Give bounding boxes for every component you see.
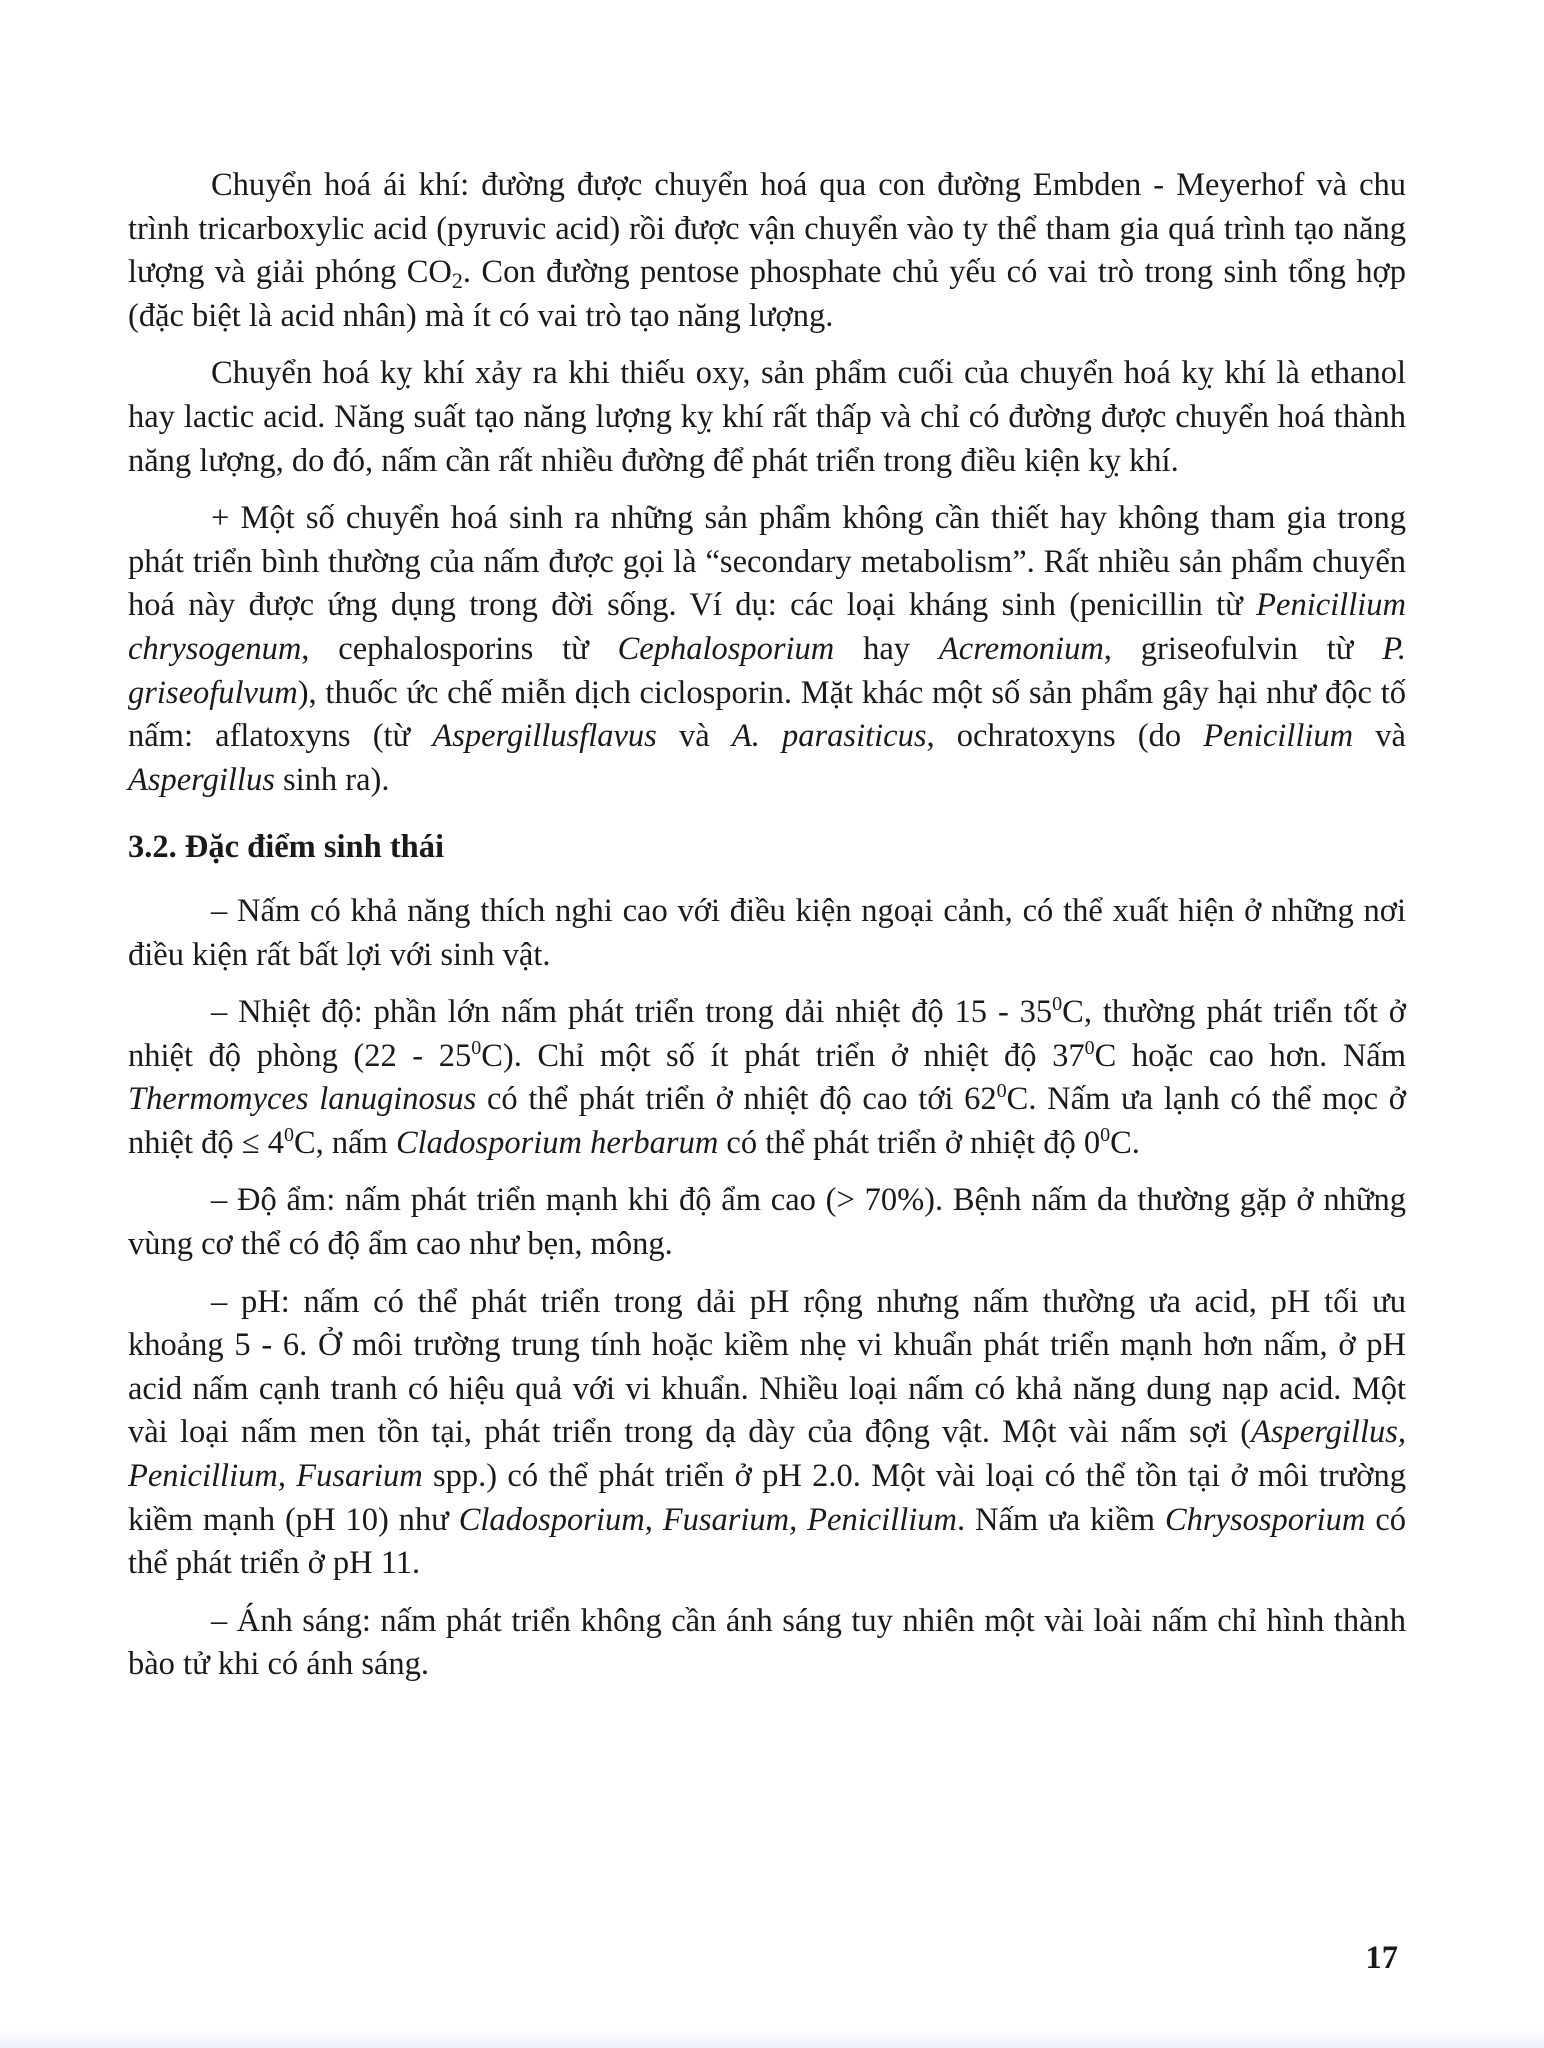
degree-superscript: 0 <box>1084 1036 1095 1059</box>
text-span: , ochratoxyns (do <box>926 718 1204 755</box>
species-name: Aspergillusflavus <box>432 718 657 755</box>
text-span: + Một số chuyển hoá sinh ra những sản phẩm không cần thiết hay không tham gia trong phát triển bình thường của nấm được gọi là “secondary metabolism”. Rất nhiều sản phẩm chuyển hoá này được ứng dụng trong đời sống. Ví dụ: các loại kháng sinh (penicillin từ <box>128 500 1406 624</box>
species-name: Aspergillus <box>128 761 275 798</box>
page-number: 17 <box>1365 1940 1398 1976</box>
text-span: C, nấm <box>293 1124 396 1161</box>
text-span: C. Nấm ưa lạnh có thể mọc ở nhiệt độ ≤ 4 <box>128 1081 1406 1161</box>
page-body <box>128 164 1406 1701</box>
species-name: Thermomyces lanuginosus <box>128 1081 477 1118</box>
degree-superscript: 0 <box>283 1123 294 1146</box>
degree-superscript: 0 <box>1052 993 1063 1016</box>
text-span: hay <box>834 630 939 667</box>
species-name: A. parasiticus <box>731 718 927 755</box>
text-span: C). Chỉ một số ít phát triển ở nhiệt độ 37 <box>481 1037 1085 1074</box>
degree-superscript: 0 <box>471 1036 482 1059</box>
species-name: Aspergillus, Penicillium, Fusarium <box>128 1414 1406 1495</box>
text-span: sinh ra). <box>274 761 390 798</box>
text-span: và <box>656 718 732 755</box>
paragraph-temperature <box>128 991 1406 1165</box>
section-heading: 3.2. Đặc điểm sinh thái <box>128 829 445 866</box>
text-span: có thể phát triển ở nhiệt độ 0 <box>718 1124 1101 1161</box>
species-name: Cephalosporium <box>617 630 835 667</box>
subscript: 2 <box>451 268 463 294</box>
species-name: Cladosporium, Fusarium, Penicillium <box>458 1501 957 1538</box>
species-name: Penicillium <box>1203 718 1354 755</box>
text-span: có thể phát triển ở pH 11. <box>128 1501 1406 1582</box>
species-name: Cladosporium herbarum <box>395 1124 719 1161</box>
text-span: . Con đường pentose phosphate chủ yếu có vai trò trong sinh tổng hợp (đặc biệt là acid nhân) mà ít có vai trò tạo năng lượng. <box>128 254 1406 334</box>
species-name: Chrysosporium <box>1164 1501 1366 1538</box>
text-span: C hoặc cao hơn. Nấm <box>1094 1037 1406 1074</box>
paragraph-light: – Ánh sáng: nấm phát triển không cần ánh sáng tuy nhiên một vài loài nấm chỉ hình thành bào tử khi có ánh sáng. <box>128 1602 1406 1683</box>
paragraph-adaptation: – Nấm có khả năng thích nghi cao với điều kiện ngoại cảnh, có thể xuất hiện ở những nơi điều kiện rất bất lợi với sinh vật. <box>128 892 1406 973</box>
text-span: – pH: nấm có thể phát triển trong dải pH rộng nhưng nấm thường ưa acid, pH tối ưu khoảng 5 - 6. Ở môi trường trung tính hoặc kiềm nhẹ vi khuẩn phát triển mạnh hơn nấm, ở pH acid nấm cạnh tranh có hiệu quả với vi khuẩn. Nhiều loại nấm có khả năng dung nạp acid. Một vài loại nấm men tồn tại, phát triển trong dạ dày của động vật. Một vài nấm sợi ( <box>128 1283 1406 1451</box>
text-span: C, thường phát triển tốt ở nhiệt độ phòng (22 - 25 <box>128 994 1406 1074</box>
text-span: Chuyển hoá ái khí: đường được chuyển hoá qua con đường Embden - Meyerhof và chu trình tricarboxylic acid (pyruvic acid) rồi được vận chuyển vào ty thể tham gia quá trình tạo năng lượng và giải phóng CO <box>128 167 1406 291</box>
degree-superscript: 0 <box>1100 1123 1111 1146</box>
text-span: spp.) có thể phát triển ở pH 2.0. Một vài loại có thể tồn tại ở môi trường kiềm mạnh (pH 10) như <box>128 1458 1406 1538</box>
text-span: ), thuốc ức chế miễn dịch ciclosporin. Mặt khác một số sản phẩm gây hại như độc tố nấm: aflatoxyns (từ <box>128 674 1406 755</box>
species-name: Penicillium chrysogenum <box>128 587 1406 667</box>
text-span: , cephalosporins từ <box>301 630 618 667</box>
paragraph-ph <box>128 1281 1406 1586</box>
text-span: có thể phát triển ở nhiệt độ cao tới 62 <box>476 1081 997 1118</box>
scan-edge <box>0 2030 1544 2048</box>
text-span: C. <box>1110 1124 1140 1161</box>
text-span: – Nhiệt độ: phần lớn nấm phát triển trong dải nhiệt độ 15 - 35 <box>211 994 1053 1031</box>
text-span: và <box>1353 718 1406 755</box>
paragraph-secondary-metabolism <box>128 497 1406 802</box>
paragraph-anaerobic-metabolism: Chuyển hoá kỵ khí xảy ra khi thiếu oxy, sản phẩm cuối của chuyển hoá kỵ khí là ethanol hay lactic acid. Năng suất tạo năng lượng kỵ khí rất thấp và chỉ có đường được chuyển hoá thành năng lượng, do đó, nấm cần rất nhiều đường để phát triển trong điều kiện kỵ khí. <box>128 355 1406 479</box>
text-span: , griseofulvin từ <box>1103 630 1383 667</box>
text-span: . Nấm ưa kiềm <box>957 1501 1165 1538</box>
paragraph-humidity: – Độ ẩm: nấm phát triển mạnh khi độ ẩm cao (> 70%). Bệnh nấm da thường gặp ở những vùng cơ thể có độ ẩm cao như bẹn, mông. <box>128 1182 1406 1263</box>
species-name: Acremonium <box>938 630 1104 667</box>
species-name: P. griseofulvum <box>128 630 1406 711</box>
paragraph-aerobic-metabolism <box>128 164 1406 338</box>
degree-superscript: 0 <box>996 1080 1007 1103</box>
